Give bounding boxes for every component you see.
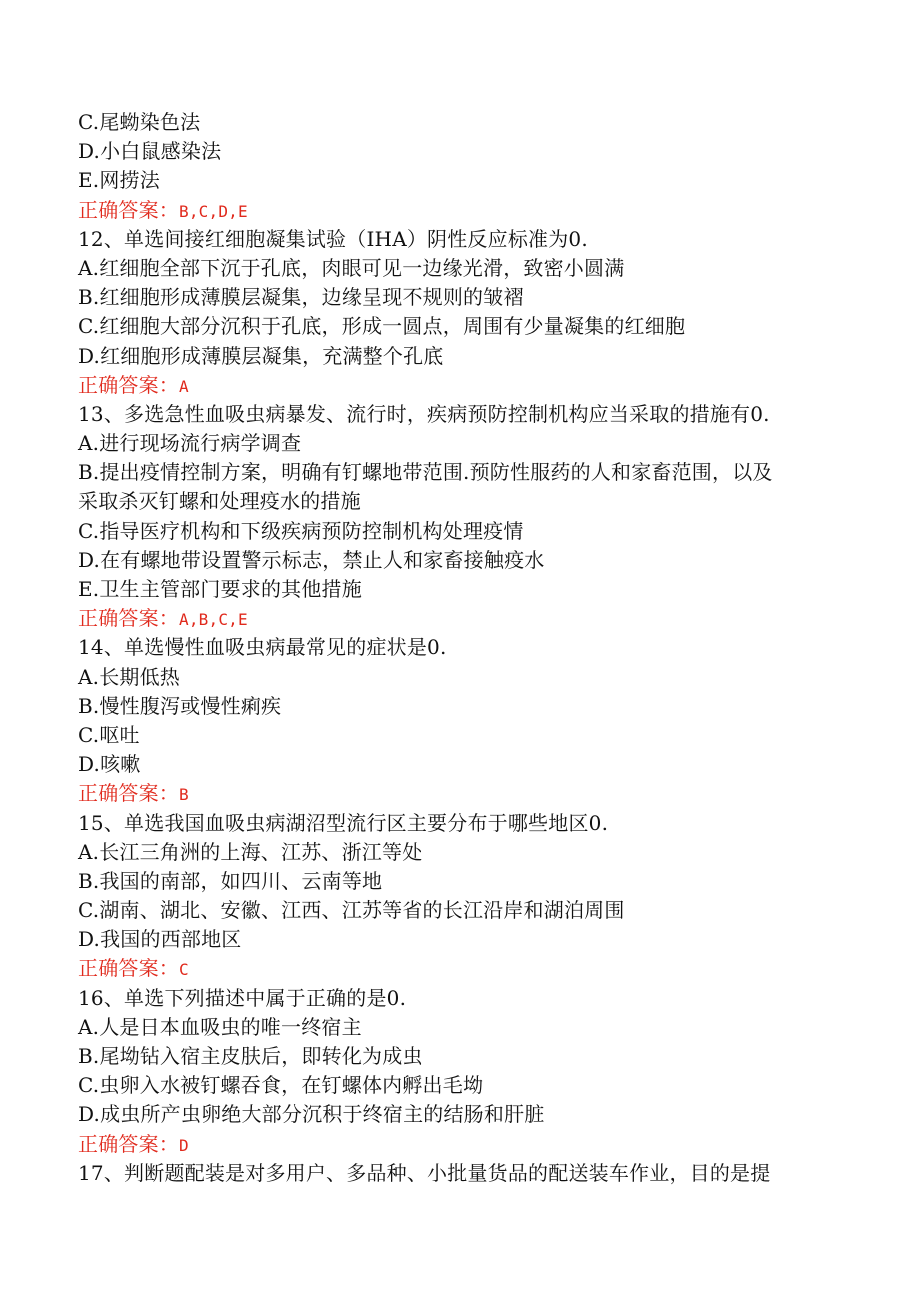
option-line: B.慢性腹泻或慢性痢疾: [78, 693, 282, 718]
question-line: 15、单选我国血吸虫病湖沼型流行区主要分布于哪些地区0.: [78, 810, 609, 835]
option-line: B.提出疫情控制方案，明确有钉螺地带范围.预防性服药的人和家畜范围，以及: [78, 460, 773, 485]
option-line: A.进行现场流行病学调查: [78, 431, 302, 456]
option-line: C.指导医疗机构和下级疾病预防控制机构处理疫情: [78, 518, 524, 543]
answer-label: 正确答案：: [78, 197, 179, 222]
option-line: A.长期低热: [78, 664, 181, 689]
answer-line: [78, 779, 868, 808]
document-page: [78, 108, 868, 1188]
option-line: 采取杀灭钉螺和处理疫水的措施: [78, 489, 361, 514]
answer-line: [78, 196, 868, 225]
answer-line: [78, 604, 868, 633]
option-line: D.我国的西部地区: [78, 927, 242, 952]
answer-label: 正确答案：: [78, 956, 179, 981]
option-line: B.红细胞形成薄膜层凝集，边缘呈现不规则的皱褶: [78, 285, 524, 310]
question-line: 14、单选慢性血吸虫病最常见的症状是0.: [78, 635, 447, 660]
option-line: D.在有螺地带设置警示标志，禁止人和家畜接触疫水: [78, 547, 545, 572]
question-line: 12、单选间接红细胞凝集试验（IHA）阴性反应标准为0.: [78, 226, 588, 251]
answer-line: [78, 954, 868, 983]
answer-line: [78, 371, 868, 400]
option-line: C.尾蚴染色法: [78, 110, 201, 134]
question-line: 13、多选急性血吸虫病暴发、流行时，疾病预防控制机构应当采取的措施有0.: [78, 401, 770, 426]
answer-value: A,B,C,E: [179, 610, 248, 630]
option-line: D.成虫所产虫卵绝大部分沉积于终宿主的结肠和肝脏: [78, 1102, 545, 1127]
question-line: 17、判断题配装是对多用户、多品种、小批量货品的配送装车作业，目的是提: [78, 1160, 771, 1185]
option-line: B.我国的南部，如四川、云南等地: [78, 868, 383, 893]
option-line: E.网捞法: [78, 168, 160, 193]
option-line: D.咳嗽: [78, 752, 141, 777]
option-line: D.小白鼠感染法: [78, 139, 222, 164]
option-line: A.人是日本血吸虫的唯一终宿主: [78, 1014, 362, 1039]
answer-line: [78, 1130, 868, 1159]
answer-label: 正确答案：: [78, 606, 179, 631]
option-line: C.红细胞大部分沉积于孔底，形成一圆点，周围有少量凝集的红细胞: [78, 314, 686, 339]
option-line: B.尾坳钻入宿主皮肤后，即转化为成虫: [78, 1044, 423, 1068]
answer-value: B,C,D,E: [179, 201, 248, 221]
answer-value: B: [179, 785, 189, 805]
option-line: C.湖南、湖北、安徽、江西、江苏等省的长江沿岸和湖泊周围: [78, 898, 625, 923]
option-line: D.红细胞形成薄膜层凝集，充满整个孔底: [78, 343, 444, 368]
option-line: A.红细胞全部下沉于孔底，肉眼可见一边缘光滑，致密小圆满: [78, 255, 625, 280]
answer-value: D: [179, 1135, 189, 1155]
option-line: C.虫卵入水被钉螺吞食，在钉螺体内孵出毛坳: [78, 1073, 484, 1098]
answer-label: 正确答案：: [78, 781, 179, 806]
option-line: E.卫生主管部门要求的其他措施: [78, 577, 362, 601]
answer-label: 正确答案：: [78, 1131, 179, 1156]
answer-label: 正确答案：: [78, 372, 179, 397]
answer-value: A: [179, 376, 189, 396]
question-line: 16、单选下列描述中属于正确的是0.: [78, 985, 407, 1010]
answer-value: C: [179, 960, 189, 980]
option-line: C.呕吐: [78, 722, 140, 747]
option-line: A.长江三角洲的上海、江苏、浙江等处: [78, 839, 423, 864]
